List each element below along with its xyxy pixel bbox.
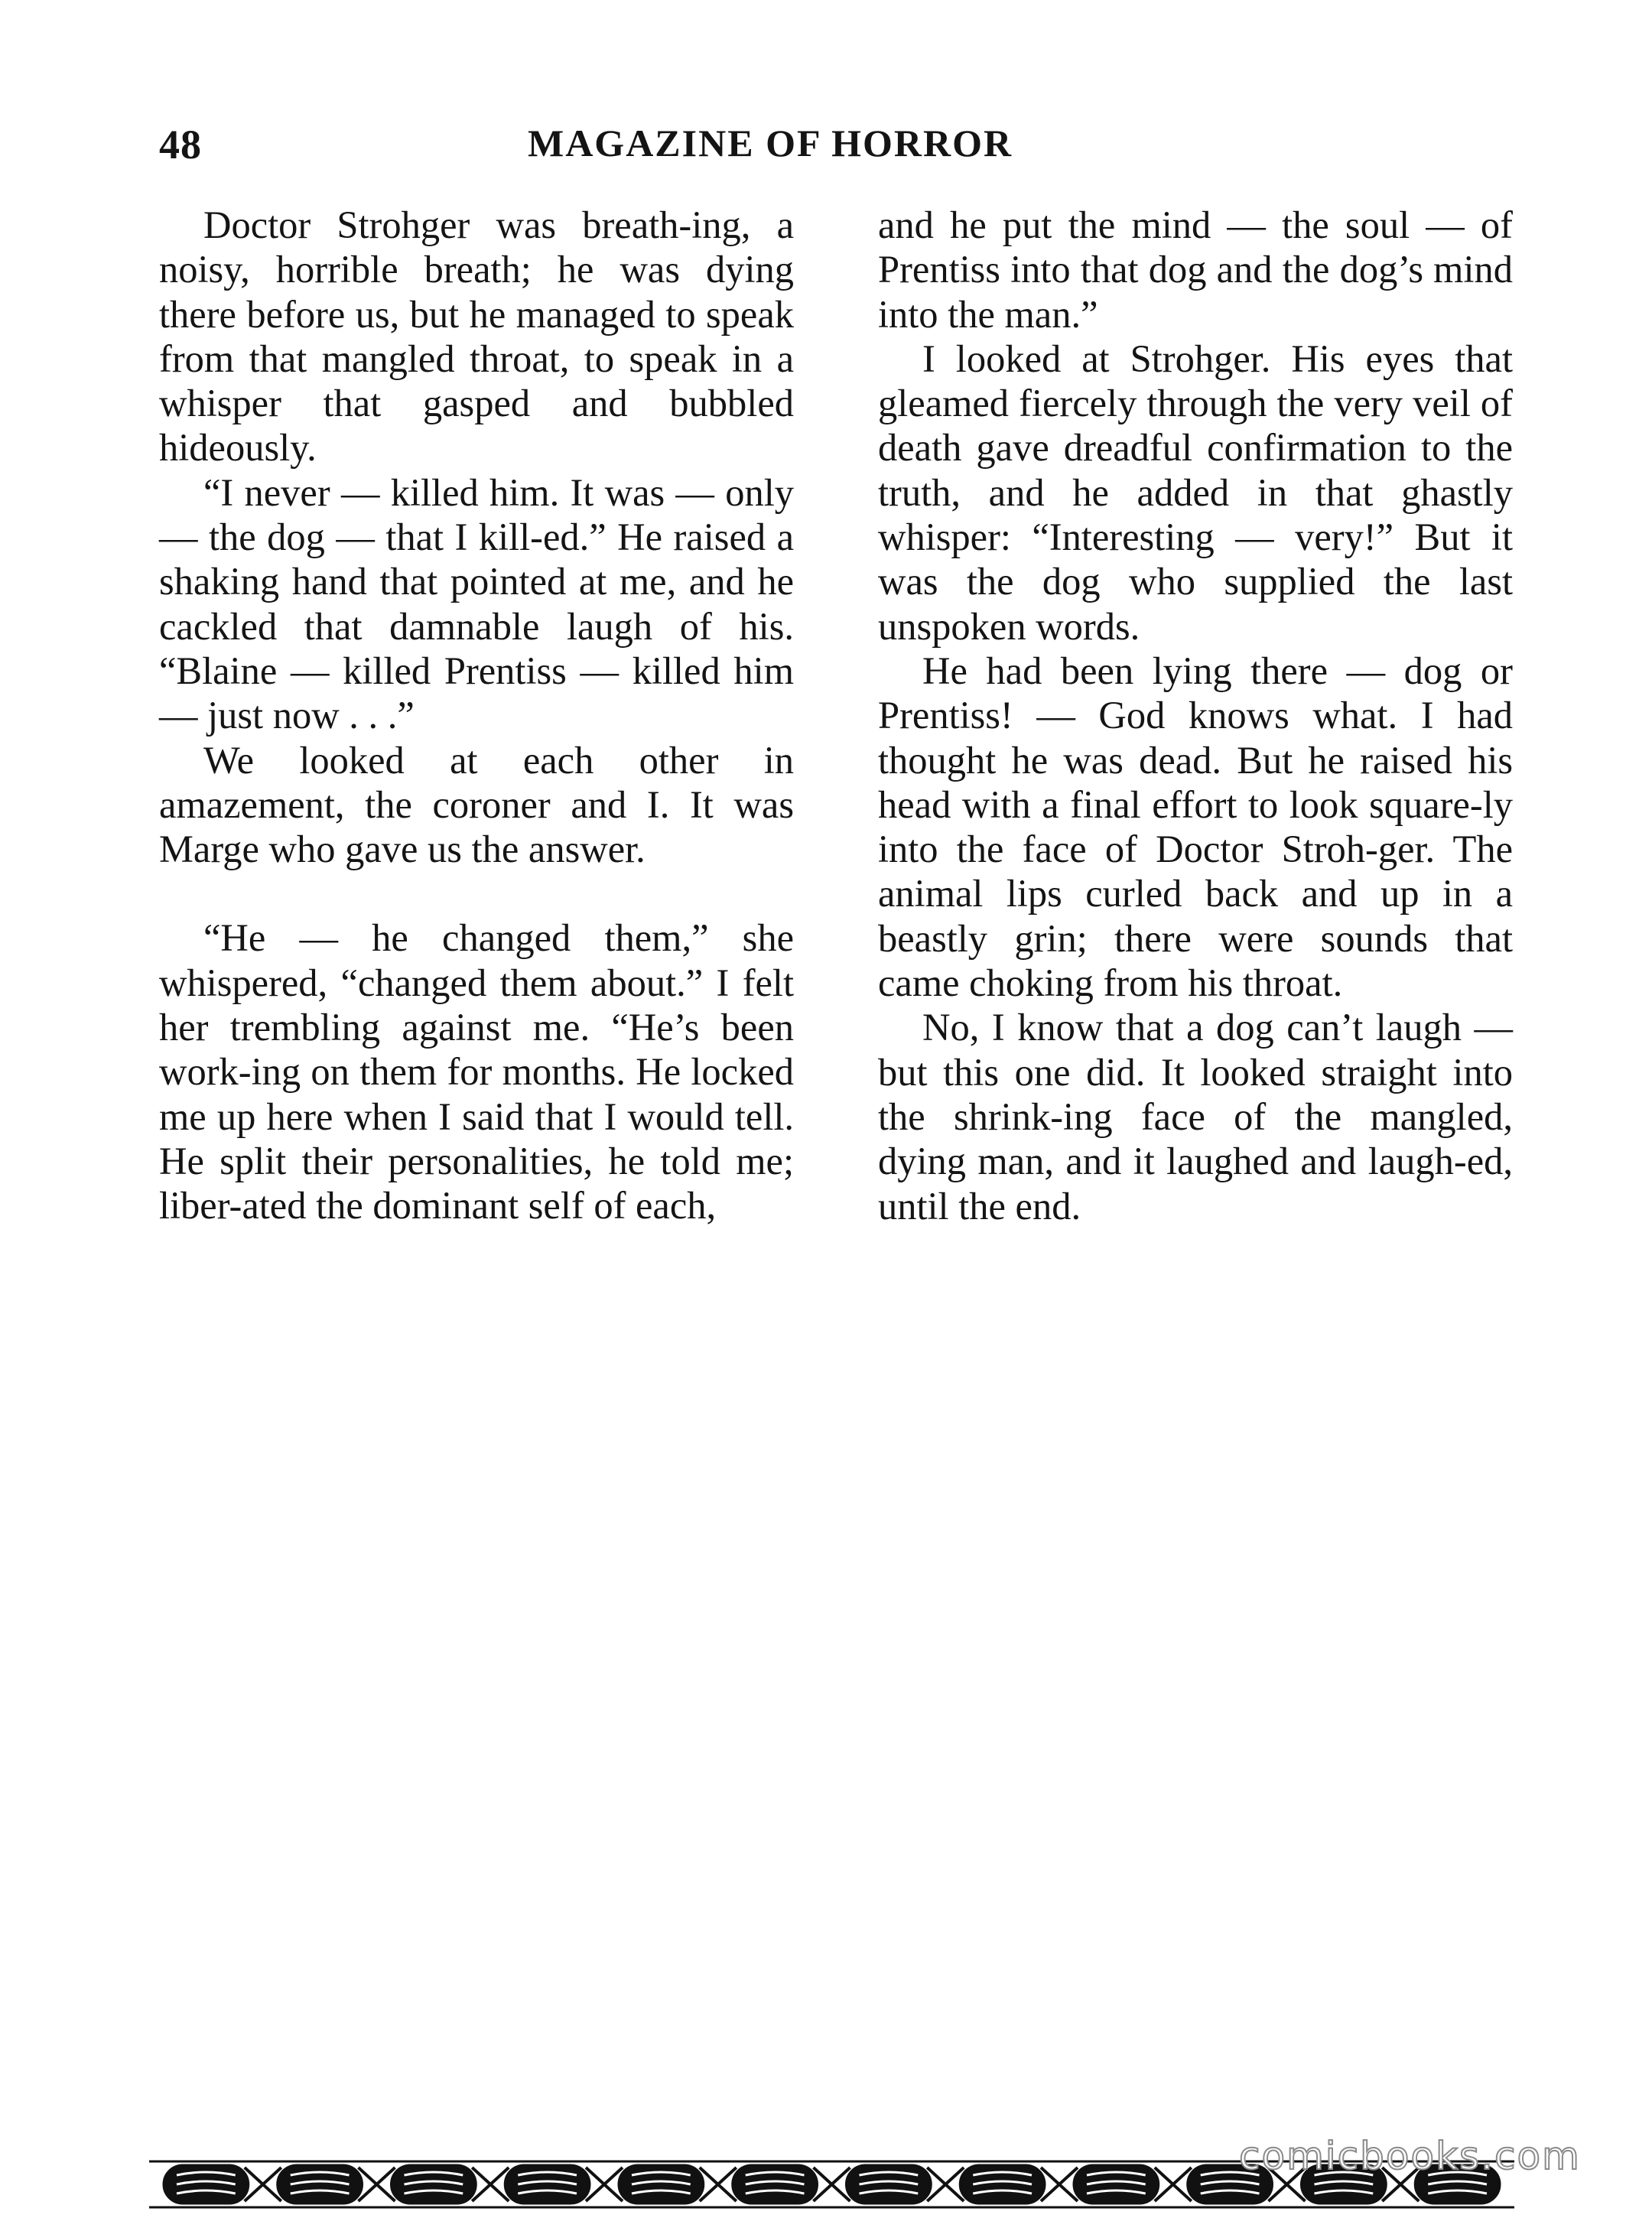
- running-head: MAGAZINE OF HORROR: [528, 122, 1013, 164]
- paragraph: and he put the mind — the soul — of Prentiss into that dog and the dog’s mind into the man.”: [878, 203, 1513, 336]
- paragraph: No, I know that a dog can’t laugh — but this one did. It looked straight into the shrink-ing face of the mangled, dying man, and it laughed and laugh-ed, until the end.: [878, 1006, 1513, 1228]
- paragraph: Doctor Strohger was breath-ing, a noisy, horrible breath; he was dying there before us, but he managed to speak from that mangled throat, to speak in a whisper that gasped and bubbled hideously.: [159, 203, 794, 470]
- paragraph: “He — he changed them,” she whispered, “changed them about.” I felt her trembling against me. “He’s been work-ing on them for months. He locked me up here when I said that I would tell. He split their personalities, he told me; liber-ated the dominant self of each,: [159, 916, 794, 1228]
- paragraph: “I never — killed him. It was — only — the dog — that I kill-ed.” He raised a shaking hand that pointed at me, and he cackled that damnable laugh of his. “Blaine — killed Prentiss — killed him — just now . . .”: [159, 470, 794, 737]
- watermark: comicbooks.com: [1239, 2134, 1581, 2178]
- page-number: 48: [159, 122, 202, 167]
- right-column: [878, 203, 1513, 1228]
- paragraph: I looked at Strohger. His eyes that gleamed fiercely through the very veil of death gave dreadful confirmation to the truth, and he added in that ghastly whisper: “Interesting — very!” But it was the dog who supplied the last unspoken words.: [878, 337, 1513, 648]
- paragraph: He had been lying there — dog or Prentiss! — God knows what. I had thought he was dead. But he raised his head with a final effort to look square-ly into the face of Doctor Stroh-ger. The animal lips curled back and up in a beastly grin; there were sounds that came choking from his throat.: [878, 649, 1513, 1005]
- left-column: [159, 203, 794, 1228]
- paragraph: We looked at each other in amazement, the coroner and I. It was Marge who gave us the answer.: [159, 738, 794, 871]
